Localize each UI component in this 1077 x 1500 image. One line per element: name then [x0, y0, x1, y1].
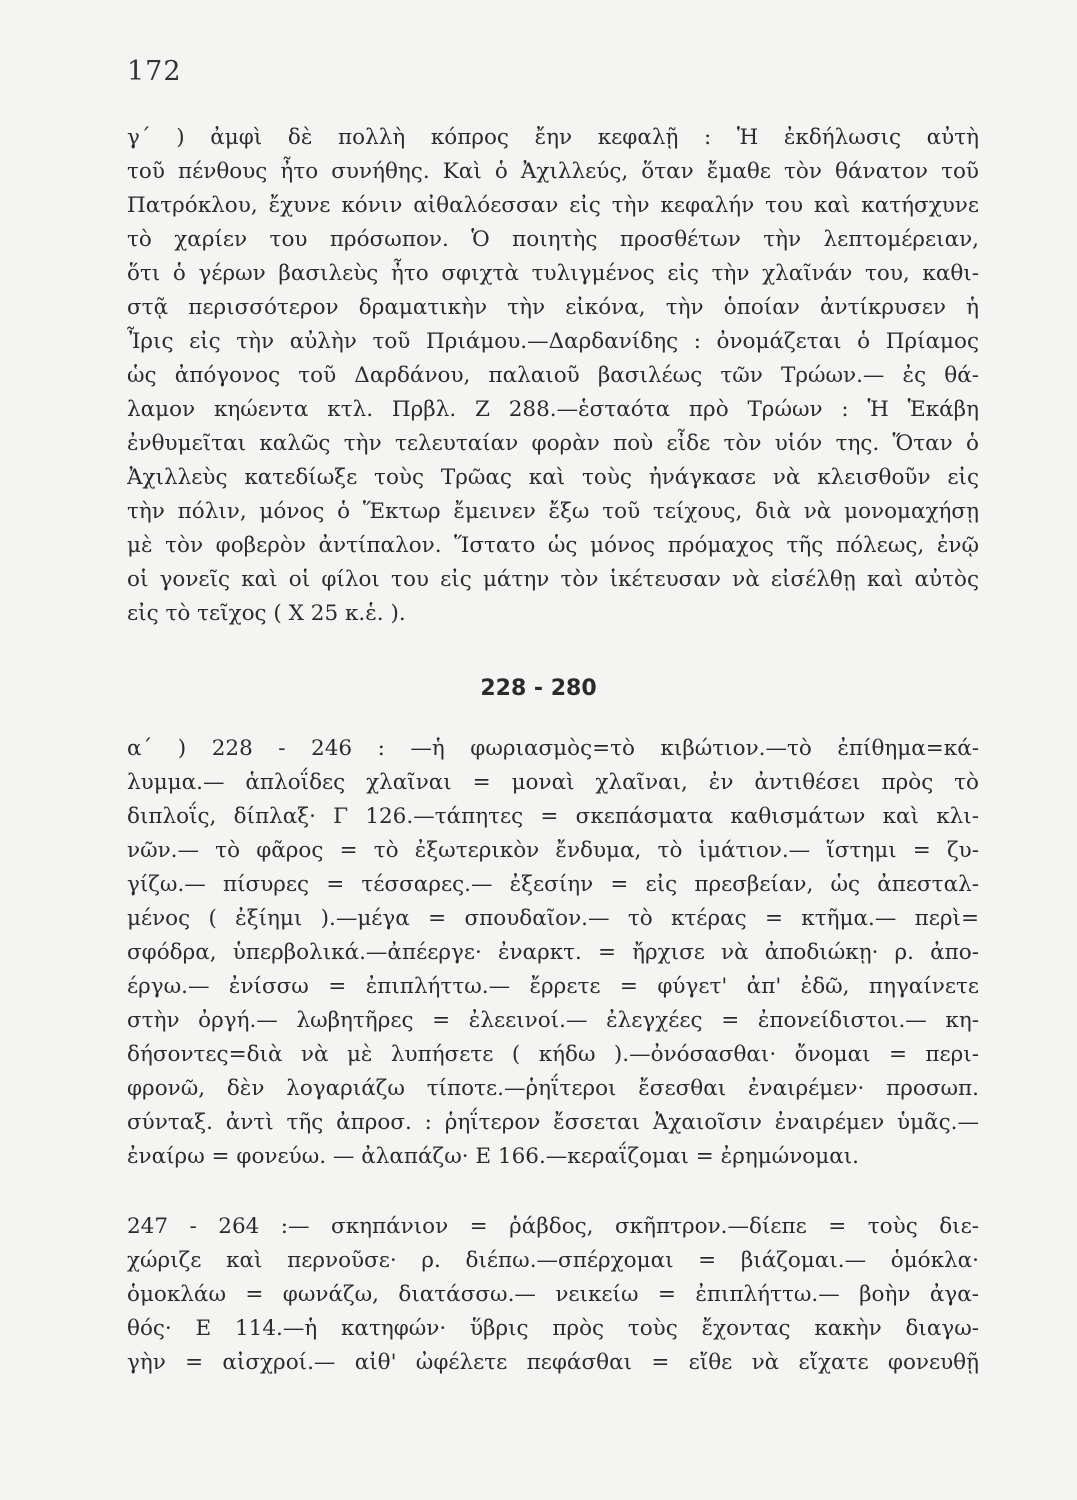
text-line: 247 - 264 :— σκηπάνιον = ῥάβδος, σκῆπτρον.—δίεπε = τοὺς διε-: [127, 1214, 979, 1239]
text-line: εἰς τὸ τεῖχος ( Χ 25 κ.ἑ. ).: [127, 601, 406, 626]
section-heading: 228 - 280: [480, 676, 597, 701]
text-line: στᾷ περισσότερον δραματικὴν τὴν εἰκόνα, τὴν ὁποίαν ἀντίκρυσεν ἡ: [127, 295, 979, 320]
text-line: οἱ γονεῖς καὶ οἱ φίλοι του εἰς μάτην τὸν ἱκέτευσαν νὰ εἰσέλθῃ καὶ αὐτὸς: [127, 567, 979, 592]
text-line: λυμμα.— ἁπλοΐδες χλαῖναι = μοναὶ χλαῖναι, ἐν ἀντιθέσει πρὸς τὸ: [127, 770, 979, 795]
text-line: διπλοΐς, δίπλαξ· Γ 126.—τάπητες = σκεπάσματα καθισμάτων καὶ κλι-: [127, 804, 979, 829]
text-line: ἐνθυμεῖται καλῶς τὴν τελευταίαν φορὰν ποὺ εἶδε τὸν υἱόν της. Ὅταν ὁ: [127, 431, 979, 456]
text-line: α΄ ) 228 - 246 : —ἡ φωριασμὸς=τὸ κιβώτιον.—τὸ ἐπίθημα=κά-: [127, 736, 979, 761]
text-line: ὅτι ὁ γέρων βασιλεὺς ἦτο σφιχτὰ τυλιγμένος εἰς τὴν χλαῖνάν του, καθι-: [127, 261, 979, 286]
text-line: Πατρόκλου, ἔχυνε κόνιν αἰθαλόεσσαν εἰς τὴν κεφαλήν του καὶ κατήσχυνε: [127, 193, 979, 218]
text-line: φρονῶ, δὲν λογαριάζω τίποτε.—ῥηΐτεροι ἔσεσθαι ἐναιρέμεν· προσωπ.: [127, 1076, 979, 1101]
text-line: τὴν πόλιν, μόνος ὁ Ἕκτωρ ἔμεινεν ἔξω τοῦ τείχους, διὰ νὰ μονομαχήσῃ: [127, 499, 979, 524]
text-line: Ἶρις εἰς τὴν αὐλὴν τοῦ Πριάμου.—Δαρδανίδης : ὀνομάζεται ὁ Πρίαμος: [127, 329, 979, 354]
text-line: λαμον κηώεντα κτλ. Πρβλ. Ζ 288.—ἑσταότα πρὸ Τρώων : Ἡ Ἑκάβη: [127, 397, 979, 422]
text-line: δήσοντες=διὰ νὰ μὲ λυπήσετε ( κήδω ).—ὀνόσασθαι· ὄνομαι = περι-: [127, 1042, 979, 1067]
text-line: τὸ χαρίεν του πρόσωπον. Ὁ ποιητὴς προσθέτων τὴν λεπτομέρειαν,: [127, 227, 979, 252]
text-line: σύνταξ. ἀντὶ τῆς ἀπροσ. : ῥηΐτερον ἔσσεται Ἀχαιοῖσιν ἐναιρέμεν ὑμᾶς.—: [127, 1110, 979, 1135]
text-line: γ΄ ) ἀμφὶ δὲ πολλὴ κόπρος ἔην κεφαλῇ : Ἡ ἐκδήλωσις αὐτὴ: [127, 125, 979, 150]
text-line: γίζω.— πίσυρες = τέσσαρες.— ἐξεσίην = εἰς πρεσβείαν, ὡς ἀπεσταλ-: [127, 872, 979, 897]
text-line: ὁμοκλάω = φωνάζω, διατάσσω.— νεικείω = ἐπιπλήττω.— βοὴν ἀγα-: [127, 1282, 979, 1307]
text-line: έργω.— ἐνίσσω = ἐπιπλήττω.— ἔρρετε = φύγετ' ἀπ' ἐδῶ, πηγαίνετε: [127, 974, 979, 999]
page-number: 172: [127, 56, 182, 87]
text-line: ὡς ἀπόγονος τοῦ Δαρδάνου, παλαιοῦ βασιλέως τῶν Τρώων.— ἐς θά-: [127, 363, 979, 388]
text-line: γὴν = αἰσχροί.— αἰθ' ὠφέλετε πεφάσθαι = εἴθε νὰ εἴχατε φονευθῇ: [127, 1350, 979, 1375]
text-line: μὲ τὸν φοβερὸν ἀντίπαλον. Ἵστατο ὡς μόνος πρόμαχος τῆς πόλεως, ἐνῷ: [127, 533, 979, 558]
text-line: τοῦ πένθους ἦτο συνήθης. Καὶ ὁ Ἀχιλλεύς, ὅταν ἔμαθε τὸν θάνατον τοῦ: [127, 159, 979, 184]
text-line: Ἀχιλλεὺς κατεδίωξε τοὺς Τρῶας καὶ τοὺς ἠνάγκασε νὰ κλεισθοῦν εἰς: [127, 465, 979, 490]
text-line: θός· Ε 114.—ἡ κατηφών· ὕβρις πρὸς τοὺς ἔχοντας κακὴν διαγω-: [127, 1316, 979, 1341]
text-line: μένος ( ἐξίημι ).—μέγα = σπουδαῖον.— τὸ κτέρας = κτῆμα.— περὶ=: [127, 906, 979, 931]
text-line: χώριζε καὶ περνοῦσε· ρ. διέπω.—σπέρχομαι = βιάζομαι.— ὁμόκλα·: [127, 1248, 979, 1273]
text-line: στὴν ὀργή.— λωβητῆρες = ἐλεεινοί.— ἐλεγχέες = ἐπονείδιστοι.— κη-: [127, 1008, 979, 1033]
text-line: νῶν.— τὸ φᾶρος = τὸ ἐξωτερικὸν ἔνδυμα, τὸ ἱμάτιον.— ἵστημι = ζυ-: [127, 838, 979, 863]
text-line: ἐναίρω = φονεύω. — ἀλαπάζω· Ε 166.—κεραΐζομαι = ἐρημώνομαι.: [127, 1144, 859, 1169]
text-line: σφόδρα, ὑπερβολικά.—ἀπέεργε· ἐναρκτ. = ἤρχισε νὰ ἀποδιώκῃ· ρ. ἀπο-: [127, 940, 979, 965]
